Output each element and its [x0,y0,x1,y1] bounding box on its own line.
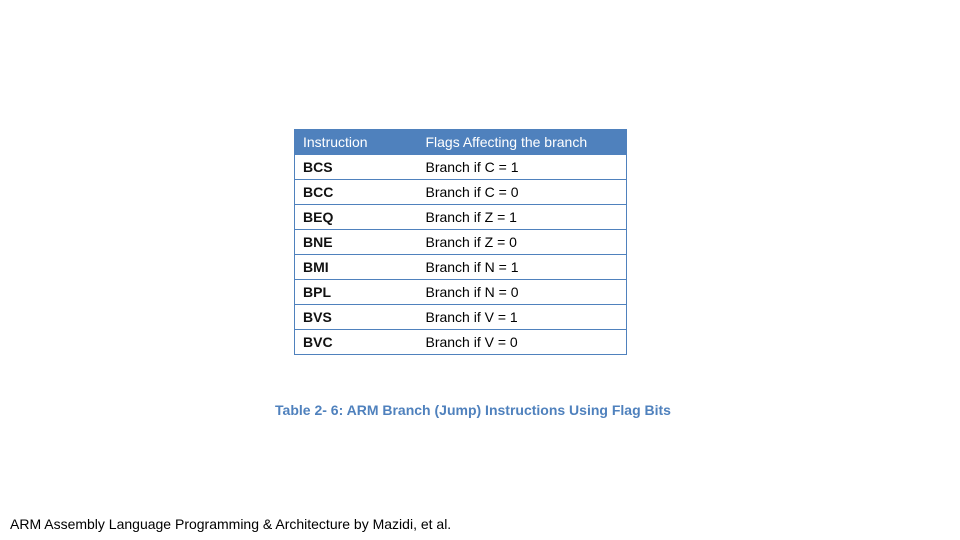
instruction-cell: BCS [295,155,418,180]
instruction-cell: BPL [295,280,418,305]
instruction-cell: BVS [295,305,418,330]
table-row [295,280,627,305]
condition-cell: Branch if V = 0 [417,330,626,355]
table-header-row [295,130,627,155]
condition-cell: Branch if N = 0 [417,280,626,305]
branch-instruction-table [294,129,627,355]
instruction-cell: BCC [295,180,418,205]
table-row [295,205,627,230]
footer-citation: ARM Assembly Language Programming & Architecture by Mazidi, et al. [10,516,452,532]
table-row [295,155,627,180]
instruction-cell: BVC [295,330,418,355]
column-header-flags: Flags Affecting the branch [417,130,626,155]
condition-cell: Branch if C = 0 [417,180,626,205]
condition-cell: Branch if N = 1 [417,255,626,280]
table-row [295,230,627,255]
table-row [295,305,627,330]
condition-cell: Branch if Z = 1 [417,205,626,230]
condition-cell: Branch if V = 1 [417,305,626,330]
column-header-instruction: Instruction [295,130,418,155]
condition-cell: Branch if C = 1 [417,155,626,180]
instruction-cell: BEQ [295,205,418,230]
condition-cell: Branch if Z = 0 [417,230,626,255]
table-row [295,330,627,355]
branch-instruction-table-container [294,129,627,355]
instruction-cell: BMI [295,255,418,280]
table-caption: Table 2- 6: ARM Branch (Jump) Instructions Using Flag Bits [275,402,671,418]
table-row [295,180,627,205]
table-row [295,255,627,280]
instruction-cell: BNE [295,230,418,255]
